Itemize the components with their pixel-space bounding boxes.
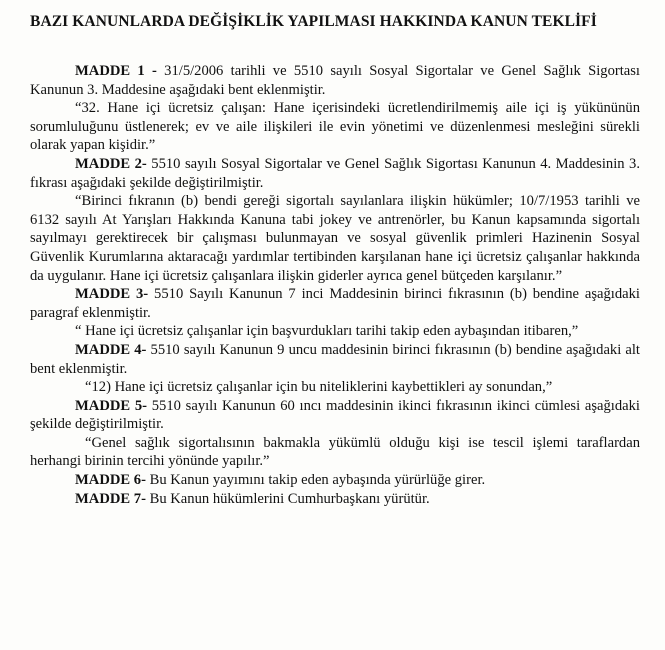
article-label: MADDE 1 - — [75, 63, 157, 79]
article-quote: “32. Hane içi ücretsiz çalışan: Hane içerisindeki ücretlendirilmemiş aile içi iş yükününün sorumluluğunu üstlenerek; ev ve aile ilişkileri ile evin yönetimi ve düzenlenmesi mesleğini sürekli olarak yapan kişidir.” — [30, 100, 640, 154]
article-label: MADDE 3- — [75, 286, 149, 303]
article-6 — [30, 471, 640, 490]
article-quote: “ Hane içi ücretsiz çalışanlar için başvurdukları tarihi takip eden aybaşından itibaren,” — [75, 323, 579, 340]
article-label: MADDE 5- — [75, 397, 148, 414]
article-7 — [30, 490, 640, 509]
article-label: MADDE 2- — [75, 155, 147, 172]
article-label: MADDE 4- — [75, 341, 147, 358]
article-label: MADDE 7- — [75, 490, 146, 507]
article-text: Bu Kanun yayımını takip eden aybaşında yürürlüğe girer. — [145, 472, 486, 489]
article-1 — [30, 62, 640, 99]
article-quote: “Birinci fıkranın (b) bendi gereği sigortalı sayılanlara ilişkin hükümler; 10/7/1953 tarihli ve 6132 sayılı At Yarışları Hakkında Kanuna tabi jokey ve antrenörler, bu Kanun kapsamında sigortalı sayılmayı gerektirecek bir çalışması bulunmayan ve sosyal güvenlik primleri Hazinenin Sosyal Güvenlik Kurumlarına aktaracağı yardımlar tertibinden karşılanan hane içi ücretsiz çalışanlar hakkında da uygulanır. Hane içi ücretsiz çalışanlara ilişkin giderler ayrıca genel bütçeden karşılanır.” — [30, 193, 640, 284]
article-3 — [30, 285, 640, 322]
article-4 — [30, 341, 640, 378]
article-5 — [30, 397, 640, 434]
article-label: MADDE 6- — [75, 472, 146, 489]
document-title: BAZI KANUNLARDA DEĞİŞİKLİK YAPILMASI HAKKINDA KANUN TEKLİFİ — [30, 13, 597, 30]
article-quote: “Genel sağlık sigortalısının bakmakla yükümlü olduğu kişi ise tescil işlemi taraflardan herhangi birinin tercihi yönünde yapılır.” — [30, 434, 640, 470]
article-text: 5510 Sayılı Kanunun 7 inci Maddesinin birinci fıkrasının (b) bendine aşağıdaki paragraf eklenmiştir. — [30, 286, 640, 321]
article-text: 5510 sayılı Kanunun 9 uncu maddesinin birinci fıkrasının (b) bendine aşağıdaki alt bent eklenmiştir. — [30, 341, 640, 377]
article-text: 5510 sayılı Sosyal Sigortalar ve Genel Sağlık Sigortası Kanunun 4. Maddesinin 3. fıkrası aşağıdaki şekilde değiştirilmiştir. — [30, 155, 640, 191]
document-body — [30, 62, 640, 508]
article-2 — [30, 155, 640, 192]
article-quote: “12) Hane içi ücretsiz çalışanlar için bu niteliklerini kaybettikleri ay sonundan,” — [85, 379, 553, 396]
article-text: 31/5/2006 tarihli ve 5510 sayılı Sosyal Sigortalar ve Genel Sağlık Sigortası Kanunun 3. Maddesine aşağıdaki bent eklenmiştir. — [30, 63, 640, 98]
article-text: Bu Kanun hükümlerini Cumhurbaşkanı yürütür. — [145, 490, 430, 507]
article-text: 5510 sayılı Kanunun 60 ıncı maddesinin ikinci fıkrasının ikinci cümlesi aşağıdaki şekilde değiştirilmiştir. — [30, 397, 640, 433]
